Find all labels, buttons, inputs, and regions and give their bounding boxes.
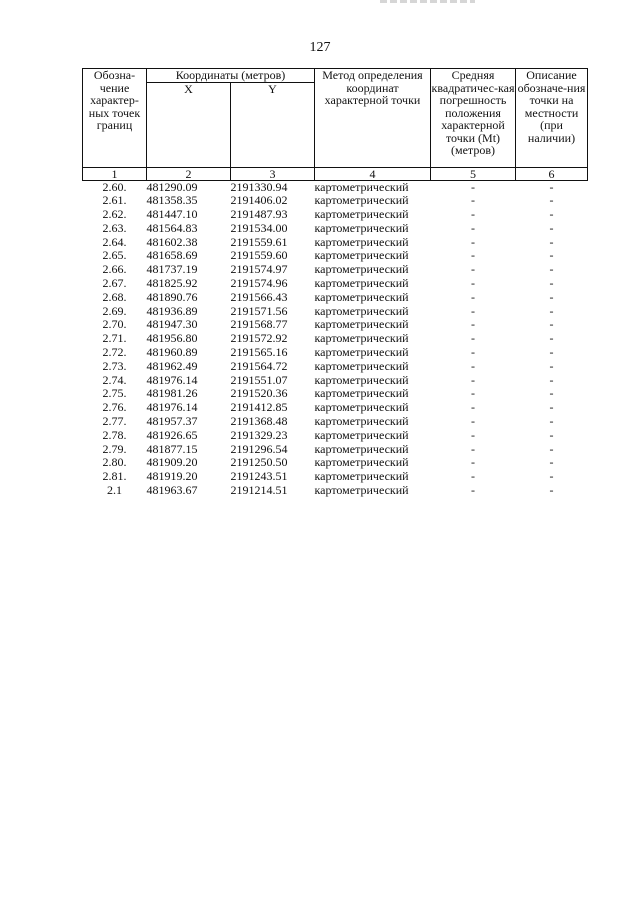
- description-value: -: [549, 207, 554, 222]
- coord-y: 2191330.94: [230, 179, 288, 194]
- coord-y: 2191565.16: [230, 345, 288, 360]
- method: картометрический: [314, 441, 409, 456]
- coord-y: 2191329.23: [230, 427, 288, 442]
- description-value: -: [549, 234, 554, 249]
- point-id: 2.67.: [102, 276, 127, 291]
- table-row: [83, 222, 588, 236]
- coord-y: 2191534.00: [230, 220, 288, 235]
- method: картометрический: [314, 469, 409, 484]
- description-value: -: [549, 179, 554, 194]
- point-id: 2.72.: [102, 345, 127, 360]
- coord-x: 481957.37: [146, 414, 198, 429]
- column-number: 6: [516, 167, 588, 180]
- coord-x: 481962.49: [146, 358, 198, 373]
- point-id: 2.80.: [102, 455, 127, 470]
- header-method: Метод определения координат характерной точки: [315, 69, 431, 168]
- description-value: -: [549, 386, 554, 401]
- error-value: -: [471, 386, 475, 401]
- coord-y: 2191243.51: [230, 469, 288, 484]
- header-y: Y: [231, 82, 315, 167]
- header-description: Описание обозначе-ния точки на местности (при наличии): [516, 69, 588, 168]
- table-row: [83, 387, 588, 401]
- table-row: [83, 401, 588, 415]
- coord-y: 2191520.36: [230, 386, 288, 401]
- coord-x: 481963.67: [146, 483, 198, 498]
- method: картометрический: [314, 455, 409, 470]
- error-value: -: [471, 193, 475, 208]
- table-row: [83, 346, 588, 360]
- error-value: -: [471, 220, 475, 235]
- description-value: -: [549, 414, 554, 429]
- table-row: [83, 291, 588, 305]
- point-id: 2.74.: [102, 372, 127, 387]
- table-row: [83, 415, 588, 429]
- point-id: 2.79.: [102, 441, 127, 456]
- coord-x: 481825.92: [146, 276, 198, 291]
- coord-x: 481564.83: [146, 220, 198, 235]
- point-id: 2.66.: [102, 262, 127, 277]
- point-id: 2.61.: [102, 193, 127, 208]
- point-id: 2.77.: [102, 414, 127, 429]
- method: картометрический: [314, 234, 409, 249]
- description-value: -: [549, 220, 554, 235]
- table-row: [83, 263, 588, 277]
- table-row: [83, 208, 588, 222]
- column-number: 5: [431, 167, 516, 180]
- method: картометрический: [314, 414, 409, 429]
- coord-y: 2191412.85: [230, 400, 288, 415]
- point-id: 2.68.: [102, 289, 127, 304]
- scan-artifact: [380, 0, 475, 3]
- coord-x: 481919.20: [146, 469, 198, 484]
- point-id: 2.69.: [102, 303, 127, 318]
- error-value: -: [471, 358, 475, 373]
- method: картометрический: [314, 372, 409, 387]
- description-value: -: [549, 303, 554, 318]
- coord-y: 2191572.92: [230, 331, 288, 346]
- description-value: -: [549, 441, 554, 456]
- method: картометрический: [314, 289, 409, 304]
- coord-y: 2191574.97: [230, 262, 288, 277]
- coord-y: 2191564.72: [230, 358, 288, 373]
- coord-x: 481447.10: [146, 207, 198, 222]
- method: картометрический: [314, 179, 409, 194]
- method: картометрический: [314, 303, 409, 318]
- coordinates-table: [82, 68, 588, 498]
- table-row: [83, 470, 588, 484]
- method: картометрический: [314, 317, 409, 332]
- description-value: -: [549, 289, 554, 304]
- point-id: 2.75.: [102, 386, 127, 401]
- method: картометрический: [314, 400, 409, 415]
- table-row: [83, 374, 588, 388]
- error-value: -: [471, 179, 475, 194]
- error-value: -: [471, 400, 475, 415]
- coord-y: 2191566.43: [230, 289, 288, 304]
- point-id: 2.81.: [102, 469, 127, 484]
- column-number: 2: [147, 167, 231, 180]
- column-number: 4: [315, 167, 431, 180]
- point-id: 2.1: [107, 483, 122, 498]
- coord-y: 2191551.07: [230, 372, 288, 387]
- header-designation: Обозна-чение характер-ных точек границ: [83, 69, 147, 168]
- method: картометрический: [314, 207, 409, 222]
- point-id: 2.63.: [102, 220, 127, 235]
- error-value: -: [471, 289, 475, 304]
- method: картометрический: [314, 248, 409, 263]
- coord-y: 2191568.77: [230, 317, 288, 332]
- column-number: 1: [83, 167, 147, 180]
- coord-y: 2191571.56: [230, 303, 288, 318]
- column-number: 3: [231, 167, 315, 180]
- coord-y: 2191559.61: [230, 234, 288, 249]
- description-value: -: [549, 483, 554, 498]
- coord-y: 2191368.48: [230, 414, 288, 429]
- method: картометрический: [314, 276, 409, 291]
- coord-x: 481290.09: [146, 179, 198, 194]
- method: картометрический: [314, 262, 409, 277]
- method: картометрический: [314, 483, 409, 498]
- description-value: -: [549, 427, 554, 442]
- error-value: -: [471, 234, 475, 249]
- coord-y: 2191559.60: [230, 248, 288, 263]
- description-value: -: [549, 400, 554, 415]
- coord-x: 481926.65: [146, 427, 198, 442]
- error-value: -: [471, 427, 475, 442]
- description-value: -: [549, 345, 554, 360]
- coord-y: 2191406.02: [230, 193, 288, 208]
- coord-x: 481936.89: [146, 303, 198, 318]
- table-row: [83, 318, 588, 332]
- table-row: [83, 443, 588, 457]
- table-body: [83, 180, 588, 498]
- error-value: -: [471, 248, 475, 263]
- description-value: -: [549, 331, 554, 346]
- table-row: [83, 429, 588, 443]
- coord-x: 481877.15: [146, 441, 198, 456]
- error-value: -: [471, 303, 475, 318]
- error-value: -: [471, 441, 475, 456]
- point-id: 2.62.: [102, 207, 127, 222]
- error-value: -: [471, 372, 475, 387]
- error-value: -: [471, 345, 475, 360]
- table-row: [83, 456, 588, 470]
- description-value: -: [549, 262, 554, 277]
- header-error: Средняя квадратичес-кая погрешность положения характерной точки (Mt) (метров): [431, 69, 516, 168]
- table-row: [83, 249, 588, 263]
- coord-y: 2191214.51: [230, 483, 288, 498]
- coord-x: 481956.80: [146, 331, 198, 346]
- description-value: -: [549, 358, 554, 373]
- error-value: -: [471, 331, 475, 346]
- coord-x: 481947.30: [146, 317, 198, 332]
- method: картометрический: [314, 331, 409, 346]
- coord-x: 481981.26: [146, 386, 198, 401]
- table-row: [83, 194, 588, 208]
- table-row: [83, 360, 588, 374]
- error-value: -: [471, 262, 475, 277]
- error-value: -: [471, 469, 475, 484]
- point-id: 2.64.: [102, 234, 127, 249]
- point-id: 2.65.: [102, 248, 127, 263]
- point-id: 2.60.: [102, 179, 127, 194]
- description-value: -: [549, 469, 554, 484]
- method: картометрический: [314, 193, 409, 208]
- header-coordinates: Координаты (метров): [147, 69, 315, 83]
- error-value: -: [471, 207, 475, 222]
- coord-x: 481602.38: [146, 234, 198, 249]
- method: картометрический: [314, 427, 409, 442]
- error-value: -: [471, 483, 475, 498]
- table-row: [83, 484, 588, 498]
- description-value: -: [549, 317, 554, 332]
- error-value: -: [471, 455, 475, 470]
- point-id: 2.78.: [102, 427, 127, 442]
- page-number: 127: [309, 40, 331, 55]
- method: картометрический: [314, 345, 409, 360]
- coord-x: 481909.20: [146, 455, 198, 470]
- description-value: -: [549, 248, 554, 263]
- coord-y: 2191487.93: [230, 207, 288, 222]
- coord-x: 481890.76: [146, 289, 198, 304]
- coord-y: 2191250.50: [230, 455, 288, 470]
- table-row: [83, 236, 588, 250]
- point-id: 2.70.: [102, 317, 127, 332]
- coord-x: 481960.89: [146, 345, 198, 360]
- table-row: [83, 332, 588, 346]
- coord-x: 481358.35: [146, 193, 198, 208]
- table-row: [83, 180, 588, 194]
- coord-y: 2191574.96: [230, 276, 288, 291]
- point-id: 2.73.: [102, 358, 127, 373]
- coord-x: 481737.19: [146, 262, 198, 277]
- header-x: X: [147, 82, 231, 167]
- description-value: -: [549, 276, 554, 291]
- coord-y: 2191296.54: [230, 441, 288, 456]
- point-id: 2.76.: [102, 400, 127, 415]
- description-value: -: [549, 193, 554, 208]
- method: картометрический: [314, 358, 409, 373]
- coord-x: 481976.14: [146, 372, 198, 387]
- point-id: 2.71.: [102, 331, 127, 346]
- error-value: -: [471, 317, 475, 332]
- error-value: -: [471, 414, 475, 429]
- description-value: -: [549, 372, 554, 387]
- description-value: -: [549, 455, 554, 470]
- column-number-row: [83, 167, 588, 180]
- method: картометрический: [314, 386, 409, 401]
- coord-x: 481658.69: [146, 248, 198, 263]
- coord-x: 481976.14: [146, 400, 198, 415]
- table-row: [83, 305, 588, 319]
- error-value: -: [471, 276, 475, 291]
- method: картометрический: [314, 220, 409, 235]
- table-row: [83, 277, 588, 291]
